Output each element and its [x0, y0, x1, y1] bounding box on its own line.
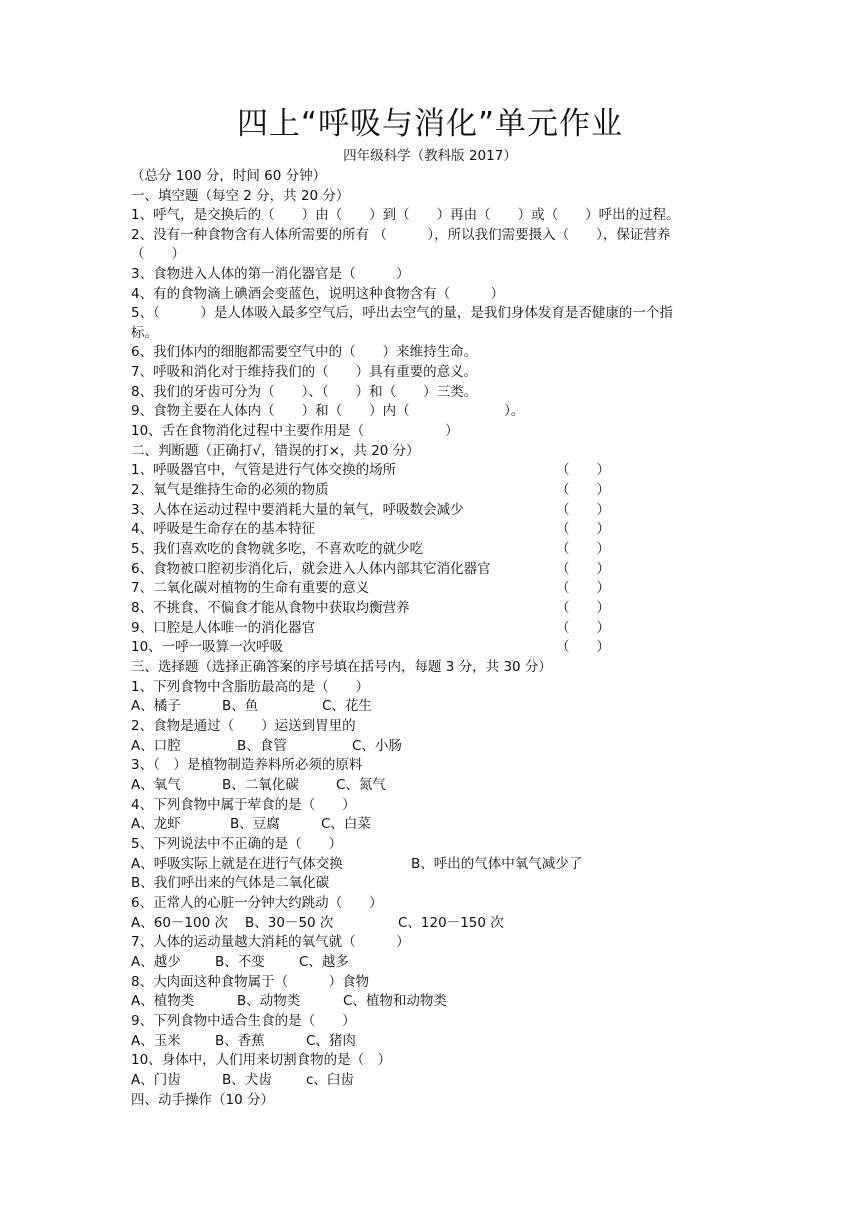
fill-question-4: 4、有的食物滴上碘酒会变蓝色，说明这种食物含有（ ） [131, 286, 505, 302]
choice-option: C、白菜 [321, 816, 371, 832]
section3-heading: 三、选择题（选择正确答案的序号填在括号内，每题 3 分，共 30 分） [131, 659, 552, 675]
choice-question-2: 2、食物是通过（ ）运送到胃里的 [131, 718, 356, 734]
section2-heading: 二、判断题（正确打√，错误的打×，共 20 分） [131, 443, 420, 459]
choice-option: A、门齿 [131, 1072, 181, 1088]
choice-option: C、小肠 [352, 738, 402, 754]
choice-question-10: 10、身体中，人们用来切割食物的是（ ） [131, 1052, 392, 1068]
answer-blank: （ ） [556, 600, 610, 616]
choice-option: B、犬齿 [222, 1072, 272, 1088]
choice-option: C、氮气 [336, 777, 386, 793]
judge-question: 10、一呼一吸算一次呼吸 [131, 639, 284, 655]
choice-option: C、120－150 次 [398, 915, 504, 931]
choice-option: B、30－50 次 [245, 915, 334, 931]
choice-option: A、口腔 [131, 738, 181, 754]
judge-question: 4、呼吸是生命存在的基本特征 [131, 521, 316, 537]
choice-option: C、花生 [322, 698, 372, 714]
fill-question-10: 10、舌在食物消化过程中主要作用是（ ） [131, 423, 459, 439]
choice-question-7: 7、人体的运动量越大消耗的氧气就（ ） [131, 934, 410, 950]
fill-question-8: 8、我们的牙齿可分为（ ）、（ ）和（ ）三类。 [131, 384, 478, 400]
section1-heading: 一、填空题（每空 2 分，共 20 分） [131, 188, 350, 204]
choice-option: c、臼齿 [306, 1072, 354, 1088]
document-subtitle: 四年级科学（教科版 2017） [343, 148, 517, 164]
answer-blank: （ ） [556, 541, 610, 557]
fill-question-7: 7、呼吸和消化对于维持我们的（ ）具有重要的意义。 [131, 364, 478, 380]
choice-option: B、不变 [215, 954, 265, 970]
judge-question: 5、我们喜欢吃的食物就多吃，不喜欢吃的就少吃 [131, 541, 424, 557]
choice-option: B、呼出的气体中氧气减少了 [411, 856, 583, 872]
choice-question-9: 9、下列食物中适合生食的是（ ） [131, 1013, 356, 1029]
judge-question: 3、人体在运动过程中要消耗大量的氧气，呼吸数会减少 [131, 502, 464, 518]
judge-question: 2、氧气是维持生命的必须的物质 [131, 482, 329, 498]
fill-question-1: 1、呼气，是交换后的（ ）由（ ）到（ ）再由（ ）或（ ）呼出的过程。 [131, 207, 680, 223]
fill-question-5-continued: 标。 [131, 325, 158, 341]
choice-option: A、呼吸实际上就是在进行气体交换 [131, 856, 343, 872]
fill-question-3: 3、食物进入人体的第一消化器官是（ ） [131, 266, 410, 282]
judge-question: 1、呼吸器官中，气管是进行气体交换的场所 [131, 462, 397, 478]
fill-question-2: 2、没有一种食物含有人体所需要的所有 （ ），所以我们需要摄入（ ），保证营养 [131, 227, 671, 243]
choice-option: A、橘子 [131, 698, 181, 714]
answer-blank: （ ） [556, 580, 610, 596]
choice-option: B、鱼 [222, 698, 259, 714]
answer-blank: （ ） [556, 502, 610, 518]
answer-blank: （ ） [556, 561, 610, 577]
choice-option: A、60－100 次 [131, 915, 228, 931]
choice-option: C、越多 [299, 954, 349, 970]
exam-meta: （总分 100 分，时间 60 分钟） [131, 168, 327, 184]
choice-option: A、玉米 [131, 1033, 181, 1049]
fill-question-2-continued: （ ） [131, 246, 185, 262]
choice-question-6: 6、正常人的心脏一分钟大约跳动（ ） [131, 895, 383, 911]
choice-question-5: 5、下列说法中不正确的是（ ） [131, 836, 343, 852]
choice-option: A、氧气 [131, 777, 181, 793]
choice-option: B、我们呼出来的气体是二氧化碳 [131, 875, 330, 891]
choice-option: B、豆腐 [230, 816, 280, 832]
section4-heading: 四、动手操作（10 分） [131, 1092, 274, 1108]
fill-question-9: 9、食物主要在人体内（ ）和（ ）内（ ）。 [131, 403, 525, 419]
choice-question-1: 1、下列食物中含脂肪最高的是（ ） [131, 679, 370, 695]
judge-question: 7、二氧化碳对植物的生命有重要的意义 [131, 580, 370, 596]
fill-question-6: 6、我们体内的细胞都需要空气中的（ ）来维持生命。 [131, 344, 478, 360]
answer-blank: （ ） [556, 482, 610, 498]
judge-question: 9、口腔是人体唯一的消化器官 [131, 620, 316, 636]
choice-question-4: 4、下列食物中属于荤食的是（ ） [131, 797, 356, 813]
judge-question: 6、食物被口腔初步消化后，就会进入人体内部其它消化器官 [131, 561, 491, 577]
choice-option: A、植物类 [131, 993, 195, 1009]
fill-question-5: 5、（ ）是人体吸入最多空气后，呼出去空气的量，是我们身体发育是否健康的一个指 [131, 305, 673, 321]
choice-option: B、二氧化碳 [222, 777, 299, 793]
answer-blank: （ ） [556, 462, 610, 478]
answer-blank: （ ） [556, 620, 610, 636]
choice-question-3: 3、（ ）是植物制造养料所必须的原料 [131, 757, 363, 773]
document-title: 四上“呼吸与消化”单元作业 [236, 106, 624, 142]
judge-question: 8、不挑食、不偏食才能从食物中获取均衡营养 [131, 600, 410, 616]
choice-option: C、植物和动物类 [343, 993, 447, 1009]
choice-option: B、食管 [237, 738, 287, 754]
answer-blank: （ ） [556, 521, 610, 537]
choice-question-8: 8、大肉面这种食物属于（ ）食物 [131, 974, 370, 990]
choice-option: B、香蕉 [215, 1033, 265, 1049]
choice-option: A、龙虾 [131, 816, 181, 832]
choice-option: A、越少 [131, 954, 181, 970]
answer-blank: （ ） [556, 639, 610, 655]
choice-option: C、猪肉 [306, 1033, 356, 1049]
choice-option: B、动物类 [237, 993, 301, 1009]
